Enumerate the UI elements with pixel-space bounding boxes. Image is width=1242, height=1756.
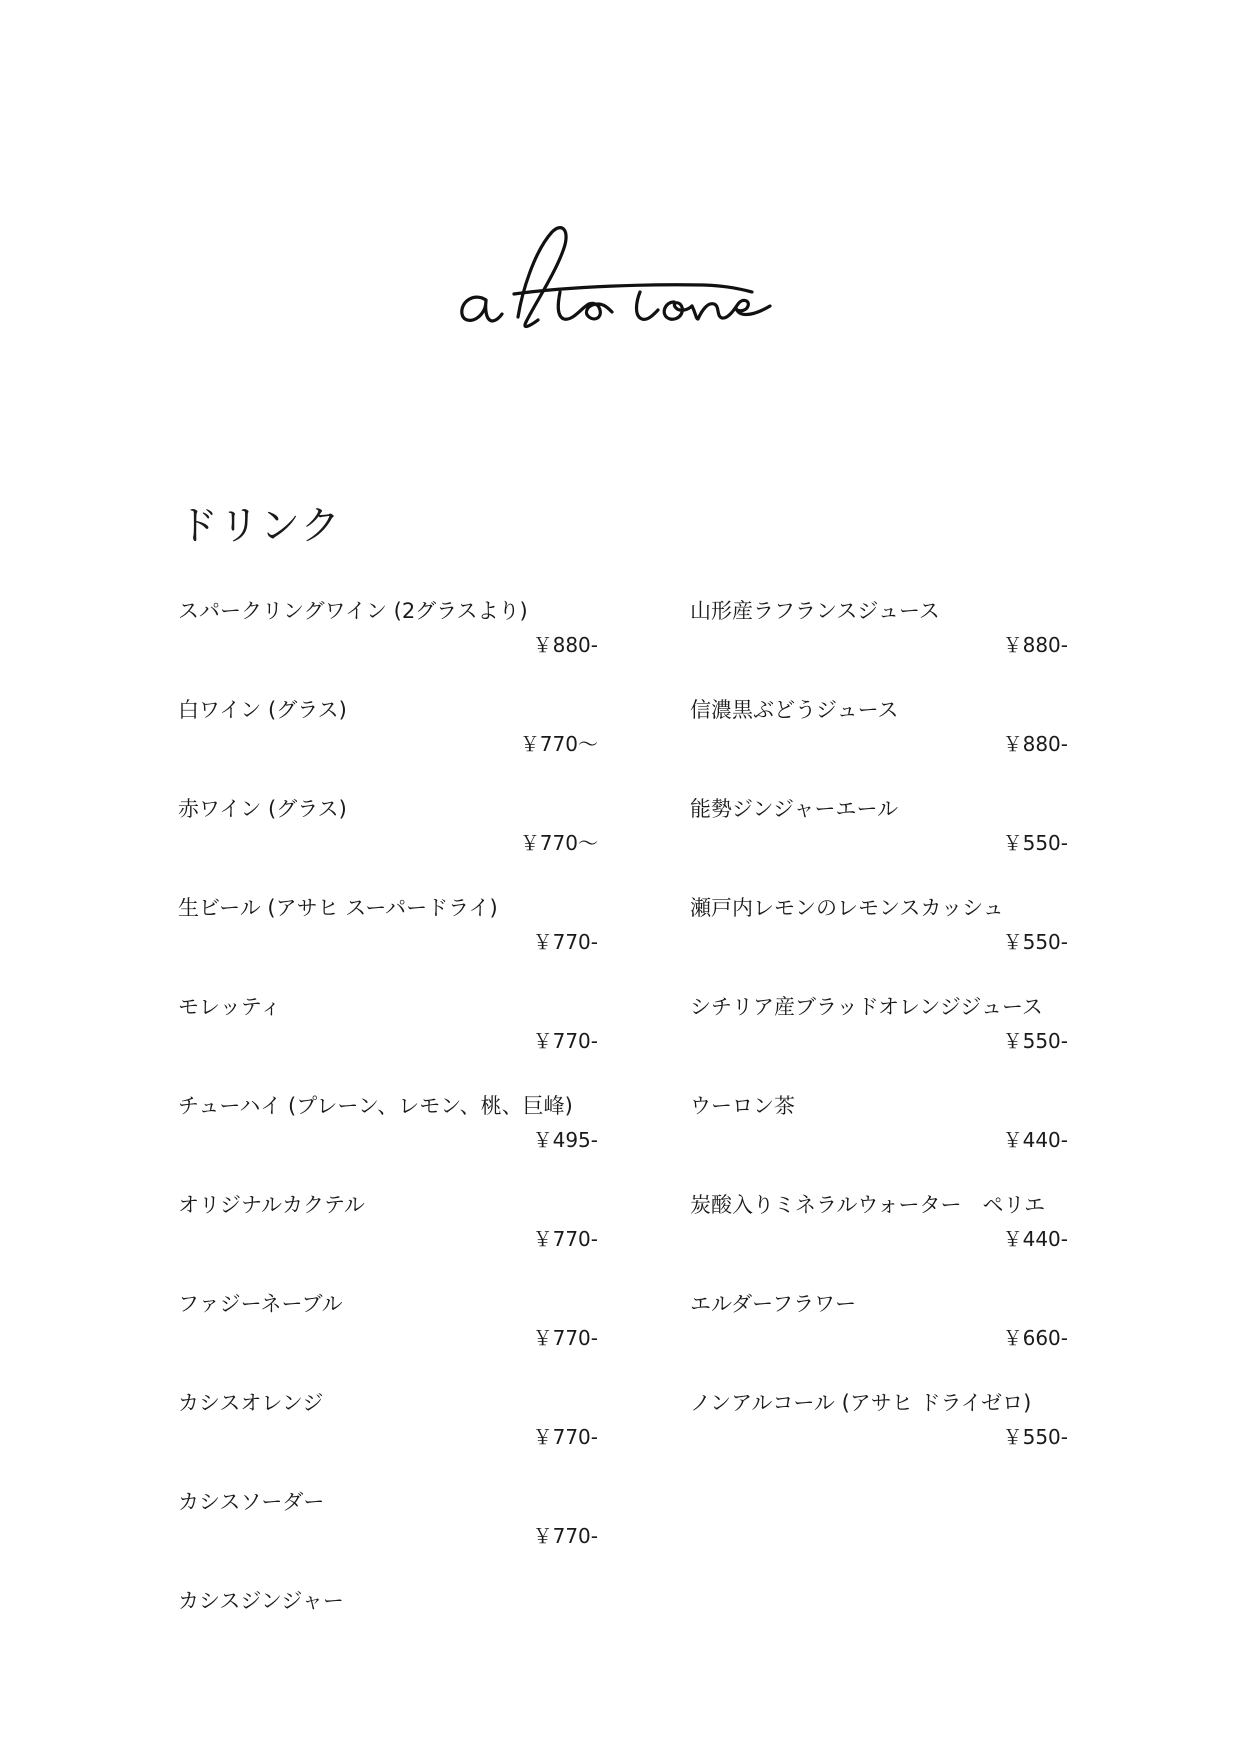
menu-item: [178, 994, 598, 1093]
item-name: 白ワイン (グラス): [178, 698, 347, 722]
brand-logo: [452, 222, 782, 342]
menu-item: [690, 697, 1068, 796]
menu-item: [690, 1390, 1068, 1489]
item-name: 信濃黒ぶどうジュース: [690, 698, 899, 722]
item-price: ￥495-: [532, 1128, 598, 1152]
item-price: ￥770-: [532, 1425, 598, 1449]
item-name: 赤ワイン (グラス): [178, 797, 347, 821]
item-price: ￥770-: [532, 1326, 598, 1350]
item-name: ウーロン茶: [690, 1094, 795, 1118]
menu-item: [178, 1093, 598, 1192]
menu-item: [178, 1192, 598, 1291]
menu-item: [178, 697, 598, 796]
menu-item: [178, 1489, 598, 1588]
item-price: ￥880-: [1002, 633, 1068, 657]
section-title: ドリンク: [178, 503, 342, 549]
item-price: ￥770〜: [519, 732, 598, 756]
item-name: カシスジンジャー: [178, 1589, 344, 1613]
item-name: 生ビール (アサヒ スーパードライ): [178, 896, 498, 920]
menu-item: [690, 895, 1068, 994]
item-price: ￥440-: [1002, 1128, 1068, 1152]
menu-item: [178, 796, 598, 895]
item-name: モレッティ: [178, 995, 282, 1019]
menu-item: [690, 796, 1068, 895]
item-price: ￥440-: [1002, 1227, 1068, 1251]
item-price: ￥550-: [1002, 930, 1068, 954]
item-price: ￥880-: [1002, 732, 1068, 756]
item-name: ノンアルコール (アサヒ ドライゼロ): [690, 1391, 1032, 1415]
item-price: ￥770〜: [519, 831, 598, 855]
item-name: 瀬戸内レモンのレモンスカッシュ: [690, 896, 1004, 920]
menu-item: [690, 994, 1068, 1093]
menu-left-column: [178, 598, 598, 1687]
item-name: 炭酸入りミネラルウォーター ペリエ: [690, 1193, 1046, 1217]
item-price: ￥770-: [532, 1524, 598, 1548]
menu-item: [690, 1192, 1068, 1291]
item-price: ￥550-: [1002, 1029, 1068, 1053]
item-name: エルダーフラワー: [690, 1292, 857, 1316]
menu-item: [690, 1291, 1068, 1390]
menu-item: [690, 598, 1068, 697]
menu-right-column: [690, 598, 1068, 1489]
item-price: ￥660-: [1002, 1326, 1068, 1350]
item-name: 能勢ジンジャーエール: [690, 797, 899, 821]
item-name: 山形産ラフランスジュース: [690, 599, 940, 623]
item-price: ￥550-: [1002, 1425, 1068, 1449]
item-name: シチリア産ブラッドオレンジジュース: [690, 995, 1043, 1019]
item-name: カシスオレンジ: [178, 1391, 324, 1415]
item-price: ￥770-: [532, 1227, 598, 1251]
item-price: ￥880-: [532, 633, 598, 657]
item-name: チューハイ (プレーン、レモン、桃、巨峰): [178, 1094, 573, 1118]
item-price: ￥770-: [532, 1029, 598, 1053]
item-price: ￥550-: [1002, 831, 1068, 855]
menu-item: [178, 1390, 598, 1489]
item-name: スパークリングワイン (2グラスより): [178, 599, 528, 623]
menu-item: [178, 895, 598, 994]
menu-item: [178, 1588, 598, 1687]
item-name: オリジナルカクテル: [178, 1193, 365, 1217]
item-price: ￥770-: [532, 930, 598, 954]
item-name: ファジーネーブル: [178, 1292, 343, 1316]
item-name: カシスソーダー: [178, 1490, 325, 1514]
menu-item: [690, 1093, 1068, 1192]
signature-logo-icon: [452, 222, 782, 342]
menu-item: [178, 1291, 598, 1390]
menu-item: [178, 598, 598, 697]
